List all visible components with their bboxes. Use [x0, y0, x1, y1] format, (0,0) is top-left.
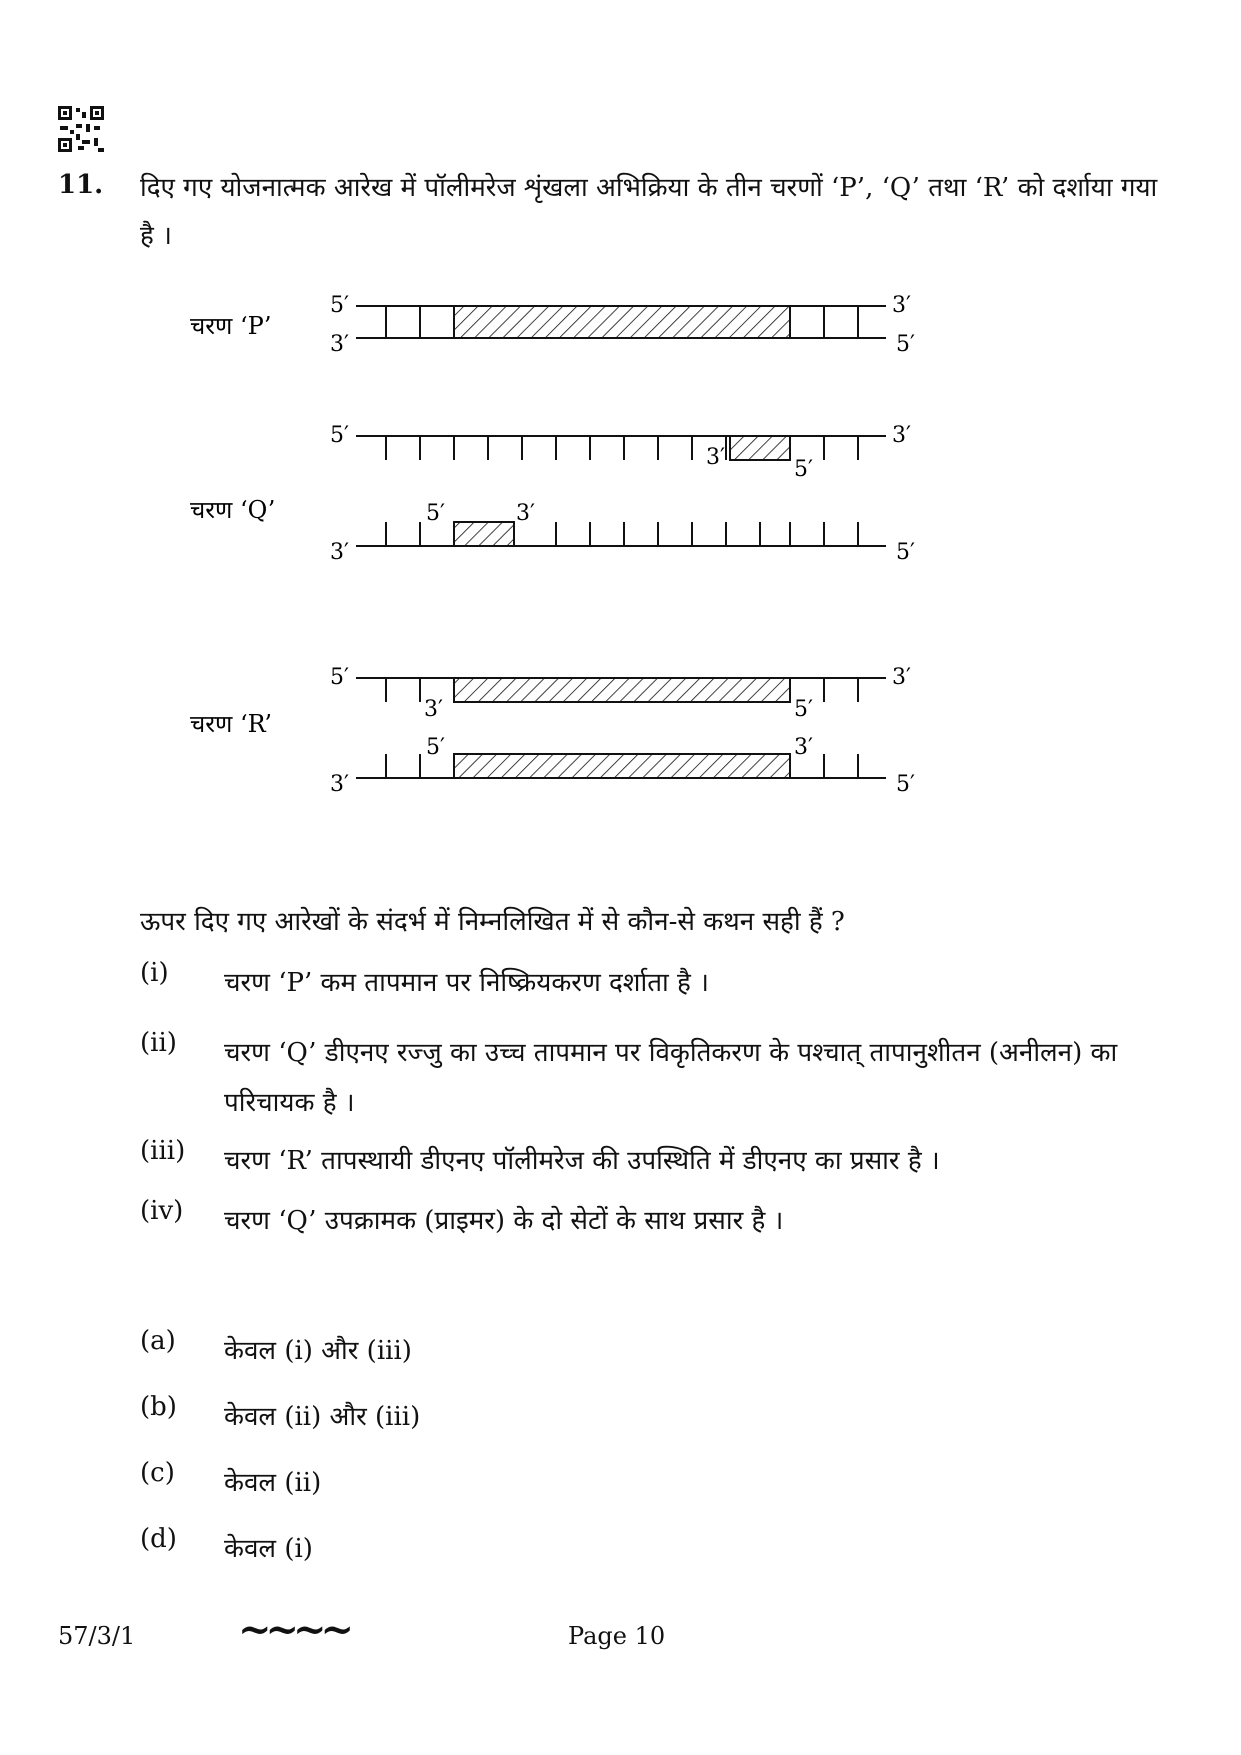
option-b[interactable]: [140, 1392, 840, 1442]
r-top-left-5: 5′: [330, 665, 349, 690]
r-bottom-left-3: 3′: [330, 772, 349, 797]
statement-text: चरण ‘P’ कम तापमान पर निष्क्रियकरण दर्शाता है ।: [224, 968, 709, 998]
question-number: 11.: [58, 170, 104, 200]
step-p-duplex: [356, 306, 886, 338]
tilde-ornament: ~~~~: [238, 1606, 349, 1653]
q-primer2-3: 3′: [516, 501, 535, 526]
r-upper-new-5: 5′: [794, 697, 813, 722]
p-bottom-left-3: 3′: [330, 332, 349, 357]
option-text: केवल (ii) और (iii): [224, 1402, 421, 1432]
statement-number: (ii): [140, 1028, 177, 1058]
page-number: Page 10: [568, 1622, 666, 1650]
statement-text: चरण ‘Q’ उपक्रामक (प्राइमर) के दो सेटों के साथ प्रसार है ।: [224, 1206, 784, 1236]
step-q-label: चरण ‘Q’: [190, 496, 276, 524]
r-lower-new-3: 3′: [794, 735, 813, 760]
question-stem: दिए गए योजनात्मक आरेख में पॉलीमरेज शृंखला अभिक्रिया के तीन चरणों ‘P’, ‘Q’ तथा ‘R’ को दर्शाया गया है ।: [140, 173, 1158, 251]
pcr-diagram: [160, 270, 960, 820]
statement-text: चरण ‘R’ तापस्थायी डीएनए पॉलीमरेज की उपस्थिति में डीएनए का प्रसार है ।: [224, 1146, 940, 1176]
statement-number: (iv): [140, 1196, 184, 1226]
option-label: (a): [140, 1326, 176, 1356]
option-label: (b): [140, 1392, 177, 1422]
option-d[interactable]: [140, 1524, 840, 1574]
statement-iv: [140, 1196, 1140, 1246]
qr-code: [58, 106, 104, 152]
q-bottom-left-3: 3′: [330, 540, 349, 565]
sub-question: ऊपर दिए गए आरेखों के संदर्भ में निम्नलिखित में से कौन-से कथन सही हैं ?: [140, 907, 845, 937]
step-p-label: चरण ‘P’: [190, 312, 272, 340]
option-text: केवल (i): [224, 1534, 313, 1564]
option-text: केवल (i) और (iii): [224, 1336, 412, 1366]
r-upper-new-3: 3′: [424, 697, 443, 722]
q-primer2-5: 5′: [426, 501, 445, 526]
statement-text: चरण ‘Q’ डीएनए रज्जु का उच्च तापमान पर विकृतिकरण के पश्चात् तापानुशीतन (अनीलन) का परिचायक है ।: [224, 1038, 1118, 1118]
q-bottom-right-5: 5′: [896, 540, 915, 565]
option-text: केवल (ii): [224, 1468, 322, 1498]
option-c[interactable]: [140, 1458, 840, 1508]
p-top-left-5: 5′: [330, 293, 349, 318]
p-bottom-right-5: 5′: [896, 332, 915, 357]
r-bottom-right-5: 5′: [896, 772, 915, 797]
option-label: (c): [140, 1458, 175, 1488]
q-top-left-5: 5′: [330, 423, 349, 448]
r-lower-new-5: 5′: [426, 735, 445, 760]
statement-number: (i): [140, 958, 169, 988]
statement-iii: [140, 1136, 1140, 1186]
p-top-right-3: 3′: [892, 293, 911, 318]
statement-ii: [140, 1028, 1140, 1128]
q-primer1-5: 5′: [794, 457, 813, 482]
statement-i: [140, 958, 1140, 1008]
paper-code: 57/3/1: [58, 1622, 136, 1650]
option-a[interactable]: [140, 1326, 840, 1376]
statement-number: (iii): [140, 1136, 186, 1166]
step-r-label: चरण ‘R’: [190, 710, 273, 738]
option-label: (d): [140, 1524, 177, 1554]
q-primer1-3: 3′: [706, 445, 725, 470]
q-top-right-3: 3′: [892, 423, 911, 448]
r-top-right-3: 3′: [892, 665, 911, 690]
